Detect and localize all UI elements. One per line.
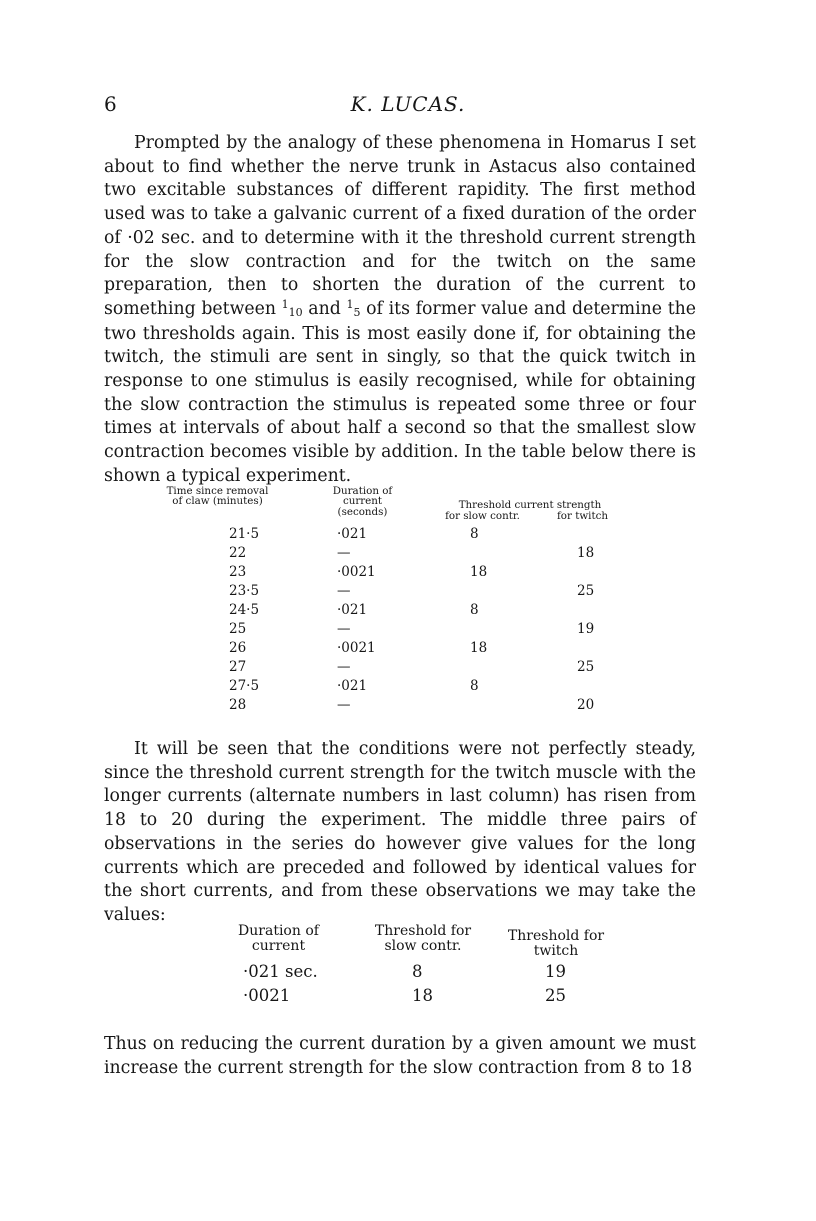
paragraph-3: Thus on reducing the current duration by a given amount we must increase the current strength for the slow contraction from 8 to 18 (104, 1034, 696, 1078)
cell-twitch: 25 (577, 659, 595, 675)
cell-slow: 18 (470, 564, 488, 580)
cell-twitch: 18 (577, 545, 595, 561)
cell-time: 23 (229, 564, 247, 580)
cell-duration: — (337, 621, 351, 637)
table-row (150, 602, 620, 621)
paragraph-1-text-a: Prompted by the analogy of these phenomena in Homarus I set about to find whether the nerve trunk in Astacus also contained two excitable substances of different rapidity. The first method used was to take a galvanic current of a fixed duration of the order of ·02 sec. and to determine with it the threshold current strength for the slow contraction and for the twitch on the same preparation, then to shorten the duration of the current to something between (104, 133, 696, 319)
table-row (150, 545, 620, 564)
table-row (150, 697, 620, 716)
cell-duration: ·0021 (337, 640, 376, 656)
cell-slow: 18 (412, 986, 433, 1005)
experiment-table-header (150, 486, 620, 526)
experiment-table (150, 486, 620, 716)
cell-twitch: 25 (545, 986, 566, 1005)
fraction-one-fifth-denominator: 5 (353, 305, 361, 319)
summary-table-body (236, 962, 616, 1010)
cell-twitch: 19 (545, 962, 566, 981)
cell-duration: — (337, 659, 351, 675)
summary-header-slow: Threshold for slow contr. (374, 923, 472, 954)
cell-duration: ·021 sec. (243, 962, 318, 981)
cell-twitch: 19 (577, 621, 595, 637)
running-title: K. LUCAS. (350, 92, 466, 116)
fraction-one-tenth-denominator: 10 (288, 305, 303, 319)
table-row (236, 962, 616, 986)
table-row (150, 564, 620, 583)
header-slow: for slow contr. (445, 510, 520, 522)
cell-duration: ·0021 (243, 986, 291, 1005)
table-row (150, 678, 620, 697)
cell-duration: ·021 (337, 678, 368, 694)
cell-slow: 8 (470, 678, 479, 694)
cell-time: 21·5 (229, 526, 260, 542)
cell-slow: 18 (470, 640, 488, 656)
summary-header-duration: Duration of current (238, 923, 319, 954)
experiment-table-body (150, 526, 620, 716)
cell-slow: 8 (412, 962, 423, 981)
header-twitch: for twitch (557, 510, 608, 522)
summary-table (236, 924, 616, 1010)
paragraph-1-text-b: of its former value and determine the two thresholds again. This is most easily done if, for obtaining the twitch, the stimuli are sent in singly, so that the quick twitch in response to one stimulus is easily recognised, while for obtaining the slow contraction the stimulus is repeated some three or four times at intervals of about half a second so that the smallest slow contraction becomes visible by addition. In the table below there is shown a typical experiment. (104, 298, 696, 486)
cell-time: 23·5 (229, 583, 260, 599)
cell-twitch: 25 (577, 583, 595, 599)
cell-time: 25 (229, 621, 247, 637)
cell-duration: ·021 (337, 526, 368, 542)
fraction-one-fifth-numerator: 1 (346, 297, 354, 311)
cell-duration: — (337, 697, 351, 713)
table-row (150, 583, 620, 602)
paragraph-1 (104, 132, 696, 489)
summary-table-header (236, 924, 616, 962)
paragraph-2: It will be seen that the conditions were not perfectly steady, since the threshold current strength for the twitch muscle with the longer currents (alternate numbers in last column) has risen from 18 to 20 during the experiment. The middle three pairs of observations in the series do however give values for the long currents which are preceded and followed by identical values for the short currents, and from these observations we may take the values: (104, 739, 696, 925)
cell-time: 26 (229, 640, 247, 656)
table-row (150, 659, 620, 678)
table-row (150, 526, 620, 545)
cell-slow: 8 (470, 526, 479, 542)
cell-time: 27 (229, 659, 247, 675)
summary-header-twitch: Threshold for twitch (507, 928, 605, 959)
header-threshold: Threshold current strength (458, 499, 602, 511)
cell-duration: ·021 (337, 602, 368, 618)
cell-duration: ·0021 (337, 564, 376, 580)
header-duration: Duration of current (seconds) (332, 485, 393, 518)
page-number: 6 (104, 92, 117, 116)
cell-time: 22 (229, 545, 247, 561)
cell-twitch: 20 (577, 697, 595, 713)
paragraph-1-conjunction: and (302, 298, 347, 319)
cell-duration: — (337, 583, 351, 599)
cell-duration: — (337, 545, 351, 561)
header-time: Time since removal of claw (minutes) (166, 485, 269, 508)
table-row (236, 986, 616, 1010)
fraction-one-tenth-numerator: 1 (281, 297, 289, 311)
cell-slow: 8 (470, 602, 479, 618)
cell-time: 24·5 (229, 602, 260, 618)
table-row (150, 621, 620, 640)
cell-time: 27·5 (229, 678, 260, 694)
cell-time: 28 (229, 697, 247, 713)
table-row (150, 640, 620, 659)
